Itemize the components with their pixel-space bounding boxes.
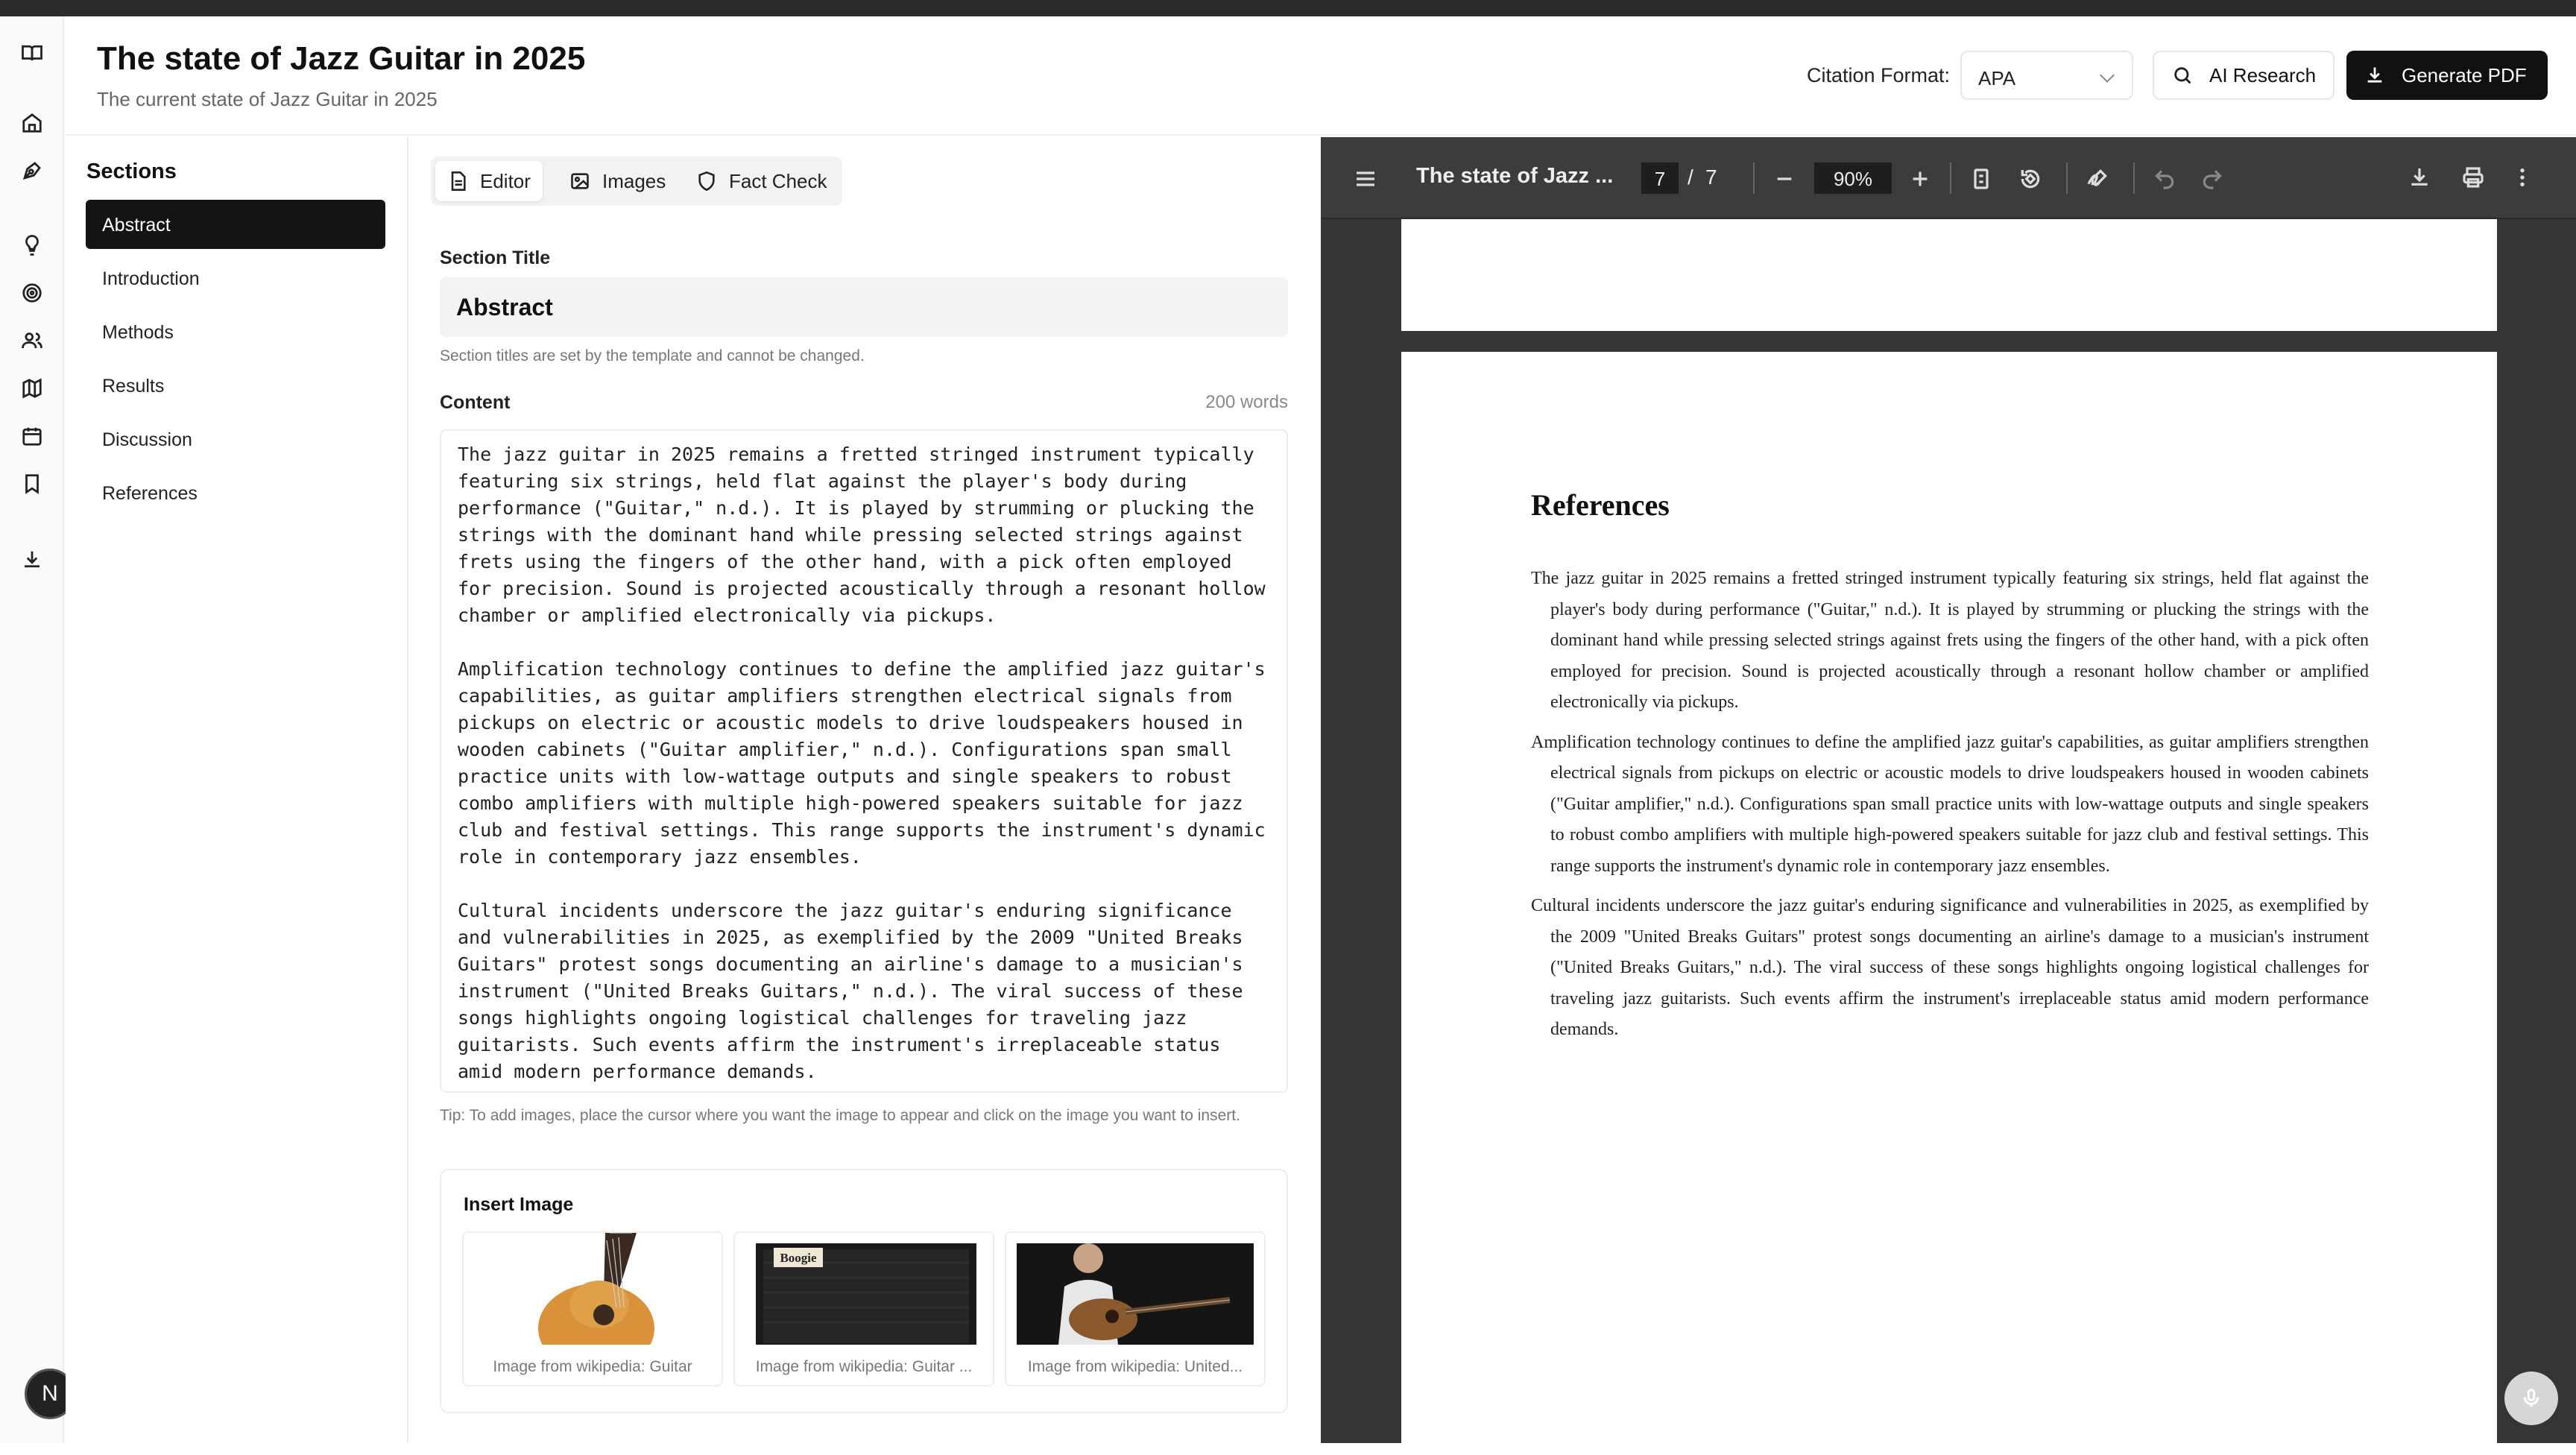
print-icon[interactable] xyxy=(2461,165,2485,189)
toolbar-divider xyxy=(2066,162,2068,194)
section-item-introduction[interactable]: Introduction xyxy=(102,268,200,289)
page-separator: / xyxy=(1688,165,1693,189)
pdf-viewer xyxy=(1321,137,2576,1443)
insert-image-heading: Insert Image xyxy=(464,1194,574,1215)
amplifier-image xyxy=(735,1233,994,1345)
section-item-abstract[interactable]: Abstract xyxy=(86,200,385,249)
ai-research-label: AI Research xyxy=(2209,63,2317,86)
image-thumbnail-musician[interactable] xyxy=(1005,1231,1266,1386)
section-title-hint: Section titles are set by the template and cannot be changed. xyxy=(440,347,865,364)
pdf-toolbar xyxy=(1321,137,2576,219)
tab-images-label: Images xyxy=(602,169,666,192)
more-vertical-icon[interactable] xyxy=(2510,165,2534,189)
bookmark-icon[interactable] xyxy=(19,471,45,496)
pdf-page-current xyxy=(1401,352,2497,1455)
page-subtitle: The current state of Jazz Guitar in 2025 xyxy=(97,88,438,110)
zoom-in-icon[interactable] xyxy=(1908,167,1932,191)
download-icon[interactable] xyxy=(19,547,45,572)
toolbar-divider xyxy=(1753,162,1755,194)
target-icon[interactable] xyxy=(19,280,45,306)
sections-panel xyxy=(66,137,408,1443)
section-title-field: Abstract xyxy=(440,277,1288,337)
pdf-paragraph: Cultural incidents underscore the jazz guitar's enduring significance and vulnerabilities in 2025, as exemplified by the 2009 "United Breaks Guitars" protest songs documenting an airline's damage to a musician's instrument ("United Breaks Guitars," n.d.). The viral success of these songs highlights ongoing logistical challenges for traveling jazz guitarists. Such events affirm the instrument's irreplaceable status amid modern performance demands. xyxy=(1531,896,2369,1039)
editor-panel xyxy=(410,137,1321,1443)
pdf-paragraph: Amplification technology continues to define the amplified jazz guitar's capabilities, as guitar amplifiers strengthen electrical signals from pickups on electric or acoustic models to drive loudspeakers housed in wooden cabinets ("Guitar amplifier," n.d.). Configurations span small practice units with low-wattage outputs and single speakers to robust combo amplifiers with multiple high-powered speakers suitable for jazz club and festival settings. This range supports the instrument's dynamic role in contemporary jazz ensembles. xyxy=(1531,732,2369,876)
insert-image-panel xyxy=(440,1169,1288,1413)
undo-icon[interactable] xyxy=(2153,167,2176,191)
redo-icon[interactable] xyxy=(2200,167,2224,191)
section-item-references[interactable]: References xyxy=(102,483,198,504)
microphone-icon xyxy=(2520,1387,2542,1410)
amplifier-brand-text: Boogie xyxy=(780,1251,817,1265)
word-count: 200 words xyxy=(1205,392,1288,412)
section-title-label: Section Title xyxy=(440,247,551,268)
sections-heading: Sections xyxy=(86,160,177,183)
file-text-icon xyxy=(447,171,468,192)
total-pages: 7 xyxy=(1705,165,1717,189)
avatar-letter: N xyxy=(42,1381,58,1406)
citation-format-value: APA xyxy=(1978,67,2016,89)
page-title: The state of Jazz Guitar in 2025 xyxy=(97,40,586,77)
download-icon[interactable] xyxy=(2408,165,2431,189)
lightbulb-icon[interactable] xyxy=(19,233,45,258)
section-item-results[interactable]: Results xyxy=(102,376,165,397)
section-item-methods[interactable]: Methods xyxy=(102,322,174,343)
pdf-paragraph: The jazz guitar in 2025 remains a fretted stringed instrument typically featuring six strings, held flat against the player's body during performance ("Guitar," n.d.). It is played by strumming or plucking the strings with the dominant hand while pressing selected strings against frets using the fingers of the other hand, with a pick often employed for precision. Sound is projected acoustically through a resonant hollow chamber or amplified electronically via pickups. xyxy=(1531,569,2369,712)
pdf-page-heading: References xyxy=(1531,488,1670,522)
tab-images[interactable] xyxy=(558,161,678,201)
draw-icon[interactable] xyxy=(2086,167,2109,191)
pdf-doc-title: The state of Jazz ... xyxy=(1416,164,1614,188)
generate-pdf-label: Generate PDF xyxy=(2402,63,2527,86)
users-icon[interactable] xyxy=(19,328,45,353)
pdf-page-previous xyxy=(1401,219,2497,331)
book-icon[interactable] xyxy=(19,40,45,66)
image-thumbnail-amplifier[interactable] xyxy=(733,1231,994,1386)
ai-research-button[interactable] xyxy=(2153,51,2334,100)
page-number-input[interactable]: 7 xyxy=(1641,162,1679,194)
voice-input-button[interactable] xyxy=(2504,1372,2558,1425)
image-caption: Image from wikipedia: Guitar ... xyxy=(755,1358,973,1375)
content-textarea[interactable] xyxy=(440,429,1288,1093)
chevron-down-icon xyxy=(2100,68,2115,83)
tab-fact-check-label: Fact Check xyxy=(729,169,827,192)
content-paragraph: Amplification technology continues to define the amplified jazz guitar's capabilities, as guitar amplifiers strengthen electrical signals from pickups on electric or acoustic models to drive loudspeakers housed in wooden cabinets ("Guitar amplifier," n.d.). Configurations span small practice units with low-wattage outputs and single speakers to robust combo amplifiers with multiple high-powered speakers suitable for jazz club and festival settings. This range supports the instrument's dynamic role in contemporary jazz ensembles. xyxy=(458,658,1266,868)
toolbar-divider xyxy=(1950,162,1951,194)
acoustic-guitar-image xyxy=(464,1233,723,1345)
tab-editor-label: Editor xyxy=(480,169,531,192)
tab-fact-check[interactable] xyxy=(684,161,839,201)
home-icon[interactable] xyxy=(19,110,45,136)
page-header xyxy=(66,16,2576,136)
zoom-out-icon[interactable] xyxy=(1772,167,1796,191)
citation-format-label: Citation Format: xyxy=(1807,64,1951,86)
rotate-icon[interactable] xyxy=(2018,167,2042,191)
fit-page-icon[interactable] xyxy=(1969,167,1993,191)
tab-editor[interactable] xyxy=(435,161,543,201)
citation-format-select[interactable] xyxy=(1960,51,2133,100)
pdf-page-body xyxy=(1531,564,2369,1055)
pen-tool-icon[interactable] xyxy=(19,158,45,183)
generate-pdf-button[interactable] xyxy=(2346,51,2548,100)
menu-icon[interactable] xyxy=(1354,167,1377,191)
section-item-discussion[interactable]: Discussion xyxy=(102,429,192,450)
image-caption: Image from wikipedia: United... xyxy=(1027,1358,1243,1375)
image-icon xyxy=(569,171,590,192)
window-top-strip xyxy=(0,0,2576,16)
insert-image-tip: Tip: To add images, place the cursor where you want the image to appear and click on the image you want to insert. xyxy=(440,1107,1240,1124)
toolbar-divider xyxy=(2133,162,2135,194)
content-paragraph: Cultural incidents underscore the jazz guitar's enduring significance and vulnerabilities in 2025, as exemplified by the 2009 "United Breaks Guitars" protest songs documenting an airline's damage to a musician's instrument ("United Breaks Guitars," n.d.). The viral success of these songs highlights ongoing logistical challenges for traveling jazz guitarists. Such events affirm the instrument's irreplaceable status amid modern performance demands. xyxy=(458,900,1243,1082)
calendar-icon[interactable] xyxy=(19,423,45,449)
search-icon xyxy=(2172,65,2193,86)
content-paragraph: The jazz guitar in 2025 remains a fretted stringed instrument typically featuring six strings, held flat against the player's body during performance ("Guitar," n.d.). It is played by strumming or plucking the strings with the dominant hand while pressing selected strings against frets using the fingers of the other hand, with a pick often employed for precision. Sound is projected acoustically through a resonant hollow chamber or amplified electronically via pickups. xyxy=(458,444,1266,626)
image-thumbnail-guitar[interactable] xyxy=(462,1231,723,1386)
shield-icon xyxy=(696,171,717,192)
icon-rail xyxy=(0,16,64,1443)
image-caption: Image from wikipedia: Guitar xyxy=(493,1358,692,1375)
musician-photo-image xyxy=(1006,1233,1266,1345)
content-label: Content xyxy=(440,392,511,413)
zoom-level[interactable]: 90% xyxy=(1814,162,1892,194)
download-icon xyxy=(2364,65,2385,86)
map-icon[interactable] xyxy=(19,376,45,401)
editor-tabs xyxy=(431,157,842,206)
